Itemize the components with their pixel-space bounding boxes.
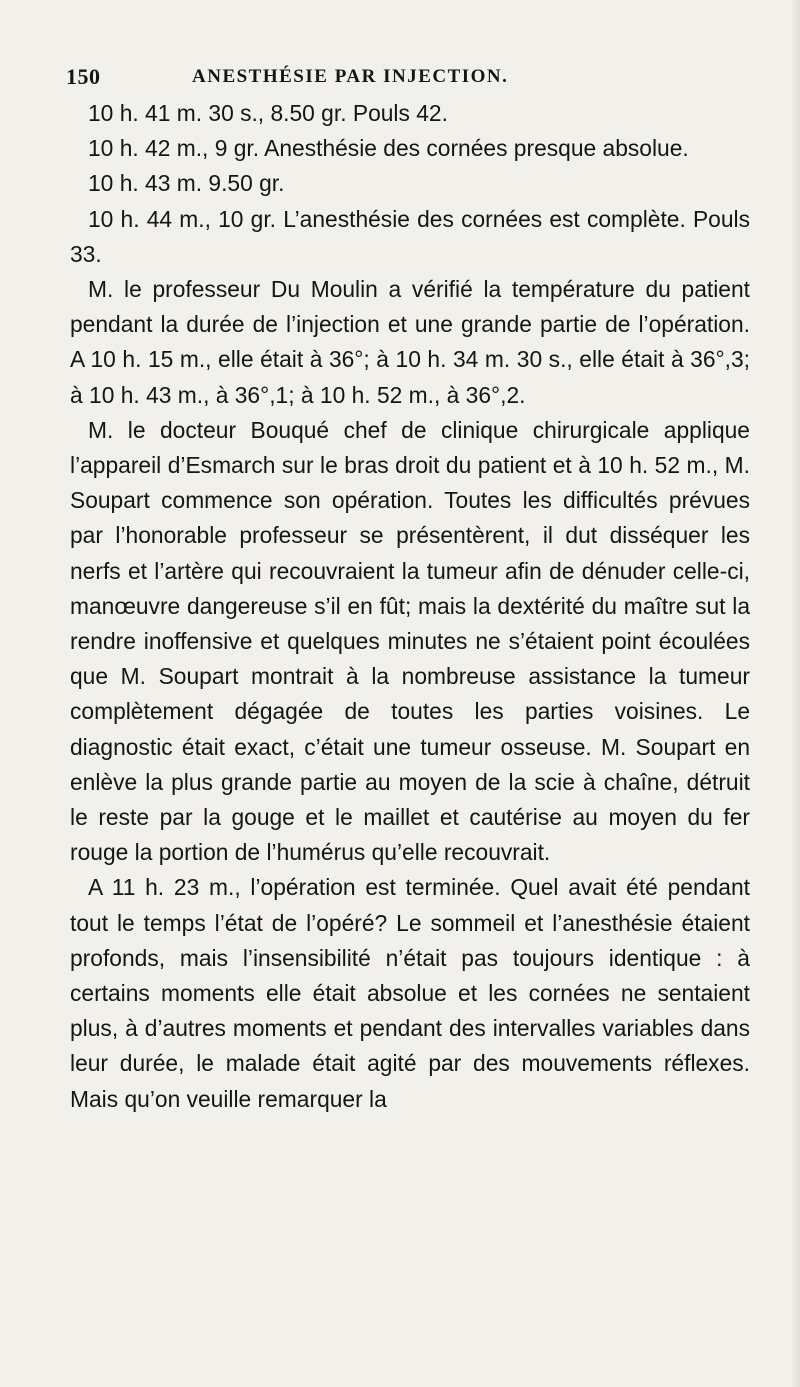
paragraph-timing-4: 10 h. 44 m., 10 gr. L’anesthésie des cornées est complète. Pouls 33. [70, 205, 750, 267]
paragraph-timing-2: 10 h. 42 m., 9 gr. Anesthésie des cornées presque absolue. [88, 135, 689, 162]
paragraph-timing-1: 10 h. 41 m. 30 s., 8.50 gr. Pouls 42. [88, 100, 448, 126]
body-text [70, 96, 750, 1117]
paragraph-conclusion: A 11 h. 23 m., l’opération est terminée. Quel avait été pendant tout le temps l’état de l’opéré? Le sommeil et l’anesthésie étaient profonds, mais l’insensibilité n’était pas toujours identique : à certains moments elle était absolue et les cornées ne sentaient plus, à d’autres moments et pendant des intervalles variables dans leur durée, le malade était agité par des mouvements réflexes. Mais qu’on veuille remarquer la [70, 874, 750, 1112]
paragraph-operation: M. le docteur Bouqué chef de clinique chirurgicale applique l’appareil d’Esmarch sur le bras droit du patient et à 10 h. 52 m., M. Soupart commence son opération. Toutes les difficultés prévues par l’honorable professeur se présentèrent, il dut disséquer les nerfs et l’artère qui recouvraient la tumeur afin de dénuder celle-ci, manœuvre dangereuse s’il en fût; mais la dextérité du maître sut la rendre inoffensive et quelques minutes ne s’étaient point écoulées que M. Soupart montrait à la nombreuse assistance la tumeur complètement dégagée de toutes les parties voisines. Le diagnostic était exact, c’était une tumeur osseuse. M. Soupart en enlève la plus grande partie au moyen de la scie à chaîne, détruit le reste par la gouge et le maillet et cautérise au moyen du fer rouge la portion de l’humérus qu’elle recouvrait. [70, 416, 750, 866]
page-number: 150 [66, 64, 101, 89]
paragraph-timing-3: 10 h. 43 m. 9.50 gr. [88, 170, 285, 197]
running-title: ANESTHÉSIE PAR INJECTION. [192, 66, 509, 87]
page-header [64, 58, 764, 92]
paragraph-temperature: M. le professeur Du Moulin a vérifié la température du patient pendant la durée de l’injection et une grande partie de l’opération. A 10 h. 15 m., elle était à 36°; à 10 h. 34 m. 30 s., elle était à 36°,3; à 10 h. 43 m., à 36°,1; à 10 h. 52 m., à 36°,2. [70, 276, 750, 408]
page-edge-shadow [790, 0, 800, 1387]
